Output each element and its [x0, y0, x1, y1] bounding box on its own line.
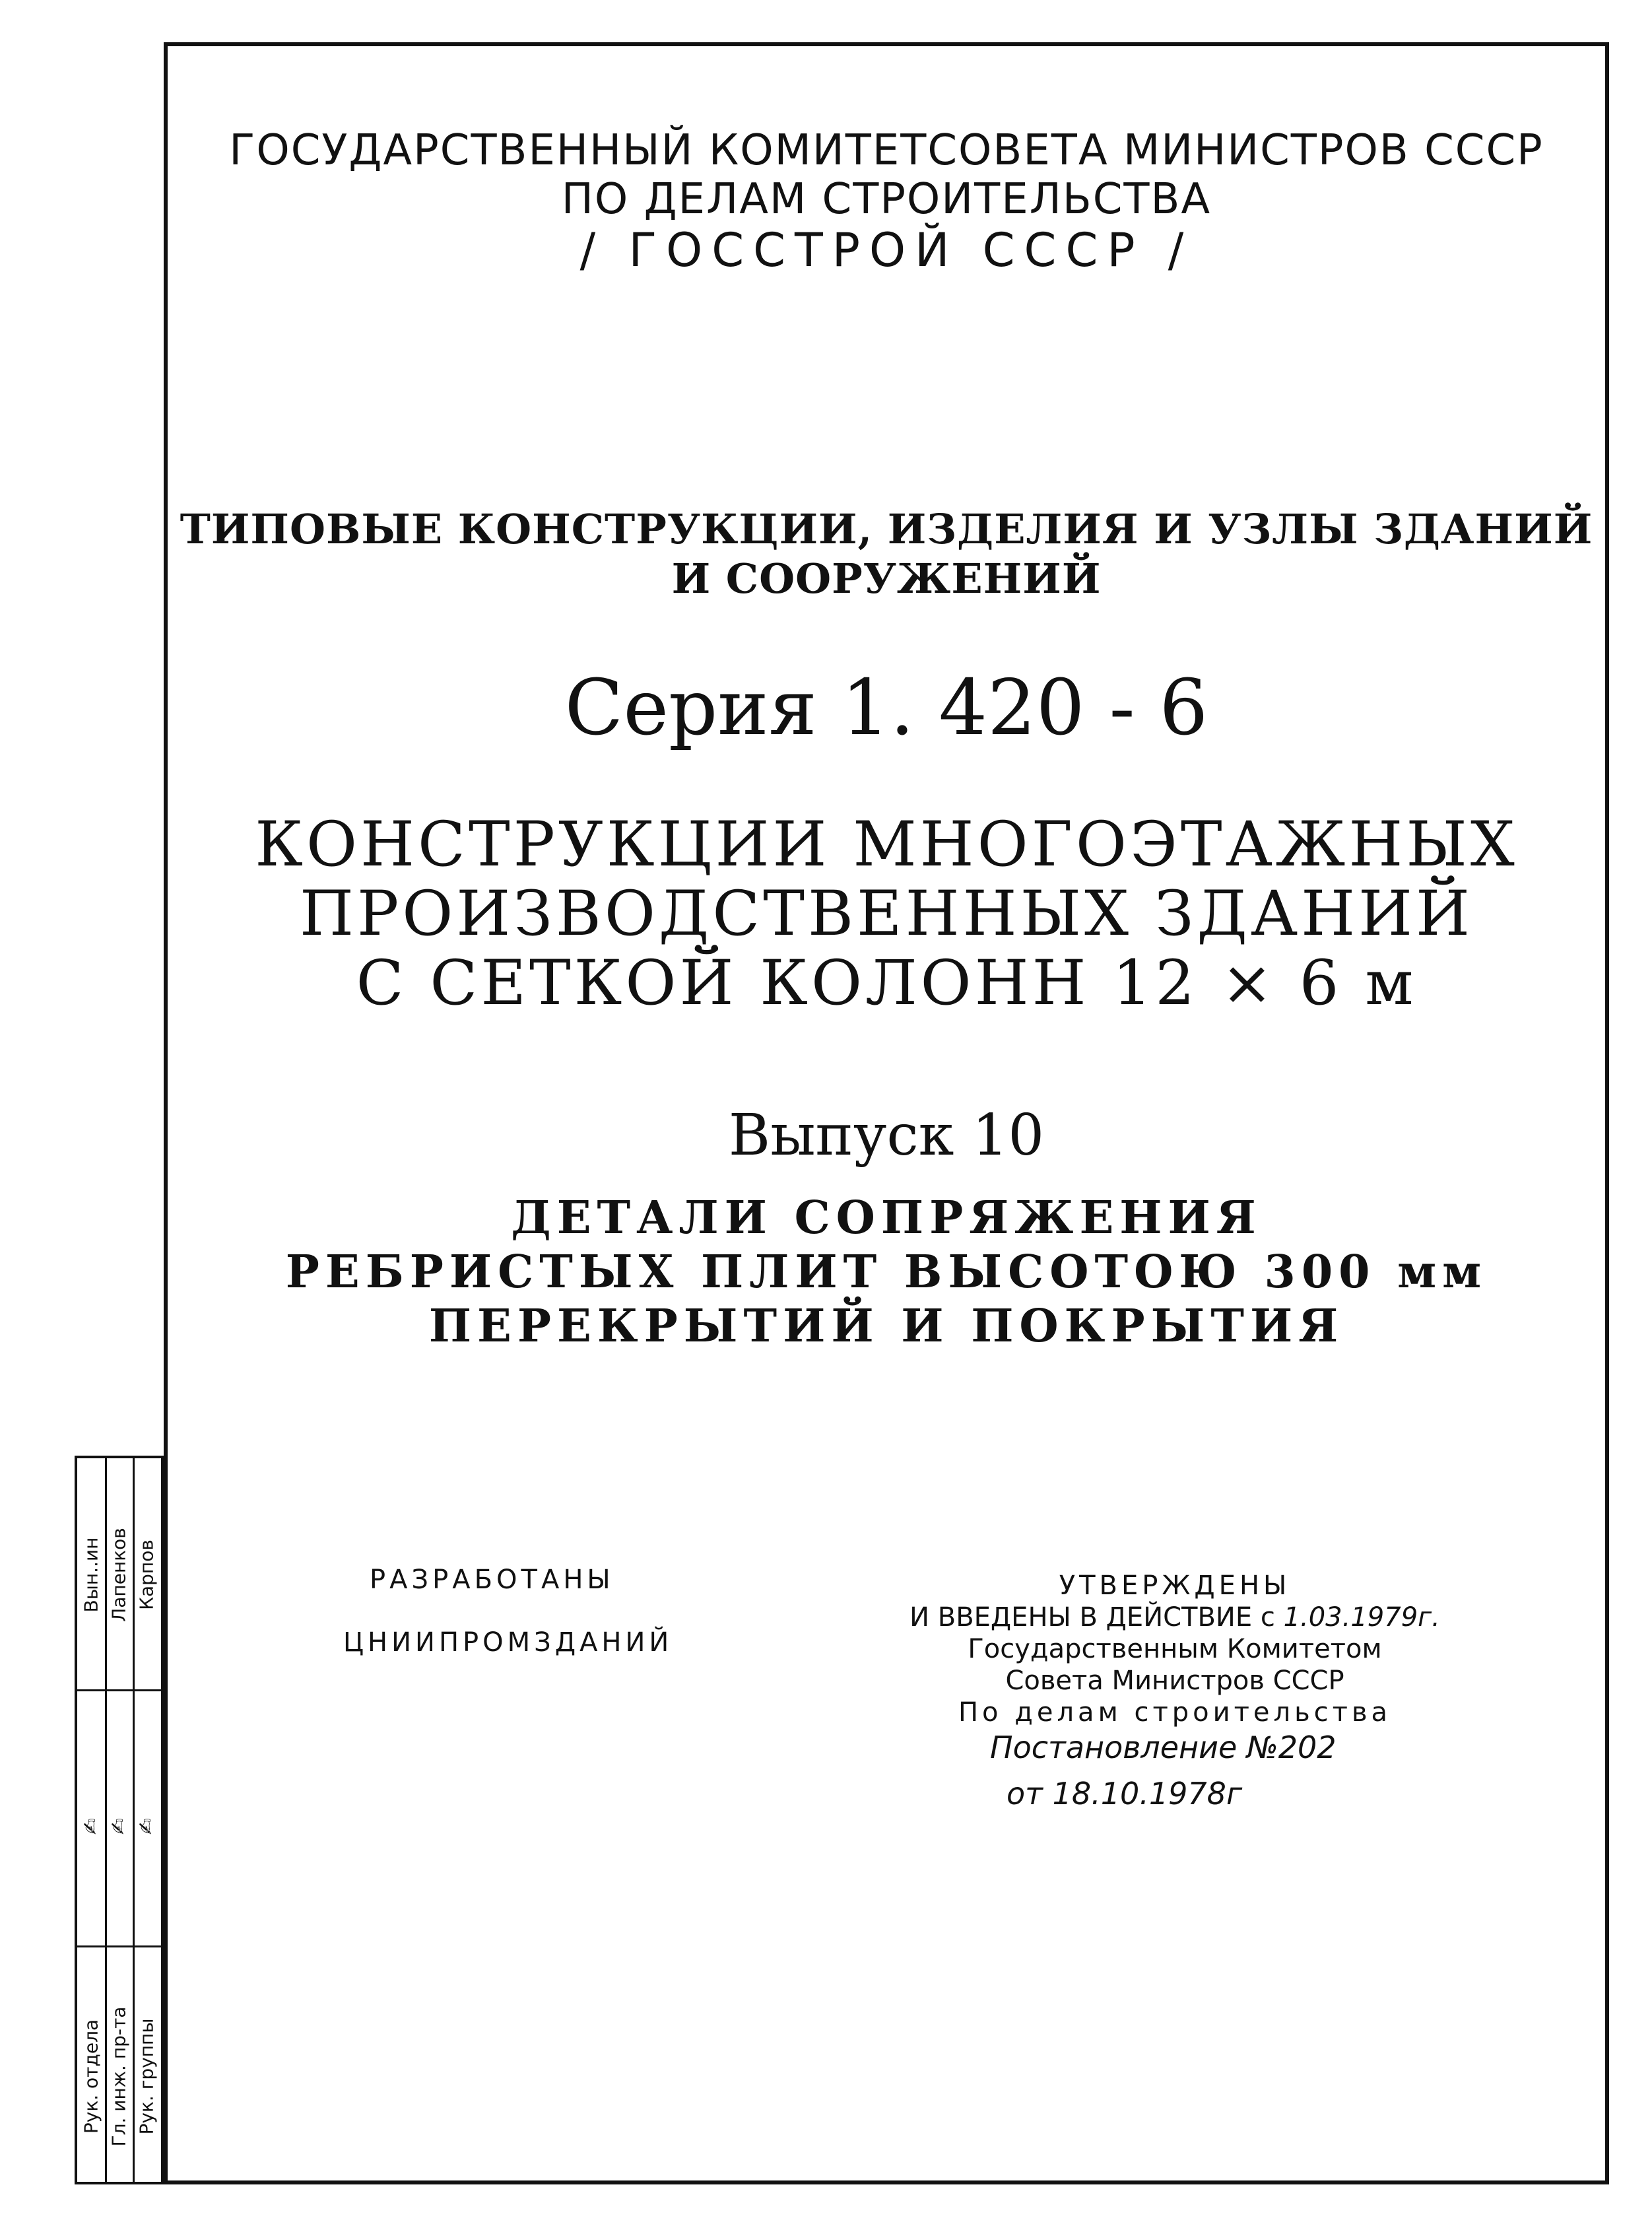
issue-number: Выпуск 10 — [728, 1102, 1045, 1168]
decree-number: Постановление №202 — [990, 1730, 1337, 1765]
stamp-name-1: Вын..ин — [80, 1537, 102, 1613]
approval-line-4: Совета Министров СССР — [1005, 1666, 1344, 1696]
developer-org: ЦНИИПРОМЗДАНИЙ — [343, 1627, 673, 1658]
committee-line-2: ПО ДЕЛАМ СТРОИТЕЛЬСТВА — [561, 175, 1212, 224]
stamp-signature-1: ✍ — [79, 1817, 103, 1835]
category-line-2: И СООРУЖЕНИЙ — [671, 555, 1102, 603]
title-line-3: С СЕТКОЙ КОЛОНН 12 × 6 м — [356, 947, 1417, 1019]
stamp-role-1: Рук. отдела — [80, 2019, 102, 2134]
approval-line-3: Государственным Комитетом — [968, 1634, 1382, 1664]
title-line-1: КОНСТРУКЦИИ МНОГОЭТАЖНЫХ — [255, 809, 1518, 881]
approval-block — [904, 1570, 1445, 1728]
subtitle-line-1: ДЕТАЛИ СОПРЯЖЕНИЯ — [511, 1192, 1262, 1244]
approval-line-1: УТВЕРЖДЕНЫ — [1059, 1571, 1291, 1601]
stamp-role-3: Рук. группы — [135, 2018, 158, 2135]
stamp-column-2 — [105, 1458, 135, 2182]
stamp-role-2: Гл. инж. пр-та — [108, 2006, 130, 2147]
stamp-column-1 — [77, 1458, 107, 2182]
category-line-1: ТИПОВЫЕ КОНСТРУКЦИИ, ИЗДЕЛИЯ И УЗЛЫ ЗДАНИЙ — [180, 505, 1593, 553]
signature-stamp-table — [75, 1456, 164, 2184]
decree-date: от 18.10.1978г — [1007, 1776, 1243, 1811]
stamp-name-2: Лапенков — [108, 1528, 130, 1622]
subtitle-line-2: РЕБРИСТЫХ ПЛИТ ВЫСОТОЮ 300 мм — [285, 1246, 1488, 1299]
gosstroy-label: / ГОССТРОЙ СССР / — [579, 223, 1193, 277]
subtitle-line-3: ПЕРЕКРЫТИЙ И ПОКРЫТИЯ — [428, 1300, 1344, 1353]
developer-label: РАЗРАБОТАНЫ — [370, 1565, 614, 1595]
stamp-column-3 — [133, 1458, 160, 2182]
stamp-signature-2: ✍ — [107, 1817, 131, 1835]
stamp-signature-3: ✍ — [135, 1817, 158, 1835]
series-number: Серия 1. 420 - 6 — [564, 663, 1208, 753]
stamp-name-3: Карпов — [135, 1539, 158, 1610]
approval-line-2-prefix: И ВВЕДЕНЫ В ДЕЙСТВИЕ с — [909, 1602, 1275, 1633]
approval-date: 1.03.1979г. — [1283, 1602, 1440, 1633]
committee-line-1: ГОСУДАРСТВЕННЫЙ КОМИТЕТСОВЕТА МИНИСТРОВ СССР — [229, 126, 1544, 175]
title-line-2: ПРОИЗВОДСТВЕННЫХ ЗДАНИЙ — [299, 878, 1474, 950]
approval-line-5: По делам строительства — [958, 1697, 1392, 1728]
approval-line-2 — [904, 1602, 1445, 1633]
